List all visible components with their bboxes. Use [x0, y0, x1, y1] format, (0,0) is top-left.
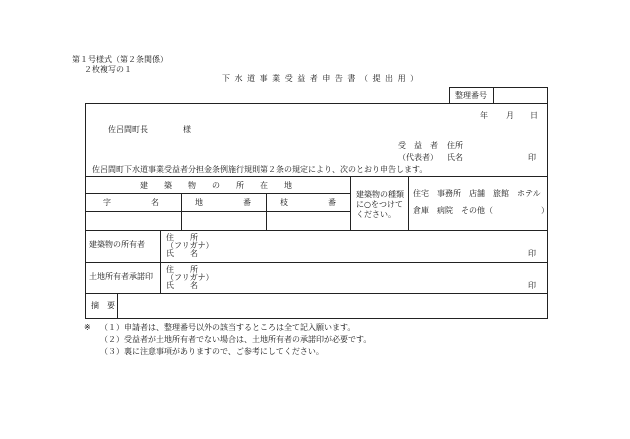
- building-type-options-row2[interactable]: 倉庫 病院 その他（ ）: [413, 206, 549, 215]
- date-month-label: 月: [506, 111, 514, 120]
- beneficiary-label: 受 益 者: [398, 141, 438, 150]
- notes-mark: ※: [84, 323, 91, 332]
- seiri-box: [449, 87, 548, 104]
- owner-label: 建築物の所有者: [89, 240, 145, 249]
- land-owner-name-label: 氏 名: [166, 281, 198, 290]
- location-header: 建 築 物 の 所 在 地: [140, 181, 292, 190]
- land-owner-seal: 印: [528, 281, 536, 290]
- beneficiary-seal: 印: [528, 153, 536, 162]
- owner-name-label: 氏 名: [166, 249, 198, 258]
- beneficiary-rep-label: （代表者）: [398, 153, 438, 162]
- date-year-label: 年: [480, 111, 488, 120]
- form-number: 第１号様式（第２条関係）: [72, 55, 168, 64]
- note-3-text: 裏に注意事項がありますので、ご参考にしてください。: [124, 347, 324, 356]
- note-1-text: 申請者は、整理番号以外の該当するところは全て記入願います。: [124, 323, 356, 332]
- addressee-name: 佐呂間町長: [108, 125, 148, 134]
- note-2-text: 受益者が土地所有者でない場合は、土地所有者の承諾印が必要です。: [124, 335, 372, 344]
- owner-seal: 印: [528, 249, 536, 258]
- beneficiary-name-label: 氏名: [447, 153, 463, 162]
- owner-furigana-label: （フリガナ）: [166, 241, 214, 250]
- land-owner-label: 土地所有者承諾印: [89, 272, 153, 281]
- location-col-aza: 字 名: [103, 198, 159, 207]
- date-day-label: 日: [530, 111, 538, 120]
- location-col-edaban: 枝 番: [280, 198, 336, 207]
- beneficiary-address-label: 住所: [447, 141, 463, 150]
- seiri-label: 整理番号: [455, 91, 487, 100]
- note-1-number: （１）: [100, 323, 124, 332]
- note-2-number: （２）: [100, 335, 124, 344]
- note-3-number: （３）: [100, 347, 124, 356]
- statement-text: 佐呂間町下水道事業受益者分担金条例施行規則第２条の規定により、次のとおり申告します。: [92, 165, 428, 174]
- building-type-label: 建築物の種類に○をつけてください。: [356, 190, 404, 219]
- land-owner-address-label: 住 所: [166, 265, 198, 274]
- page-title: 下 水 道 事 業 受 益 者 申 告 書 （ 提 出 用 ）: [222, 74, 420, 83]
- location-col-chiban: 地 番: [195, 198, 251, 207]
- summary-label: 摘 要: [91, 301, 115, 310]
- building-type-options-row1[interactable]: 住宅 事務所 店舗 旅館 ホテル: [413, 189, 541, 198]
- copies-note: ２枚複写の１: [84, 65, 132, 74]
- land-owner-furigana-label: （フリガナ）: [166, 273, 214, 282]
- addressee-honorific: 様: [183, 125, 191, 134]
- owner-address-label: 住 所: [166, 233, 198, 242]
